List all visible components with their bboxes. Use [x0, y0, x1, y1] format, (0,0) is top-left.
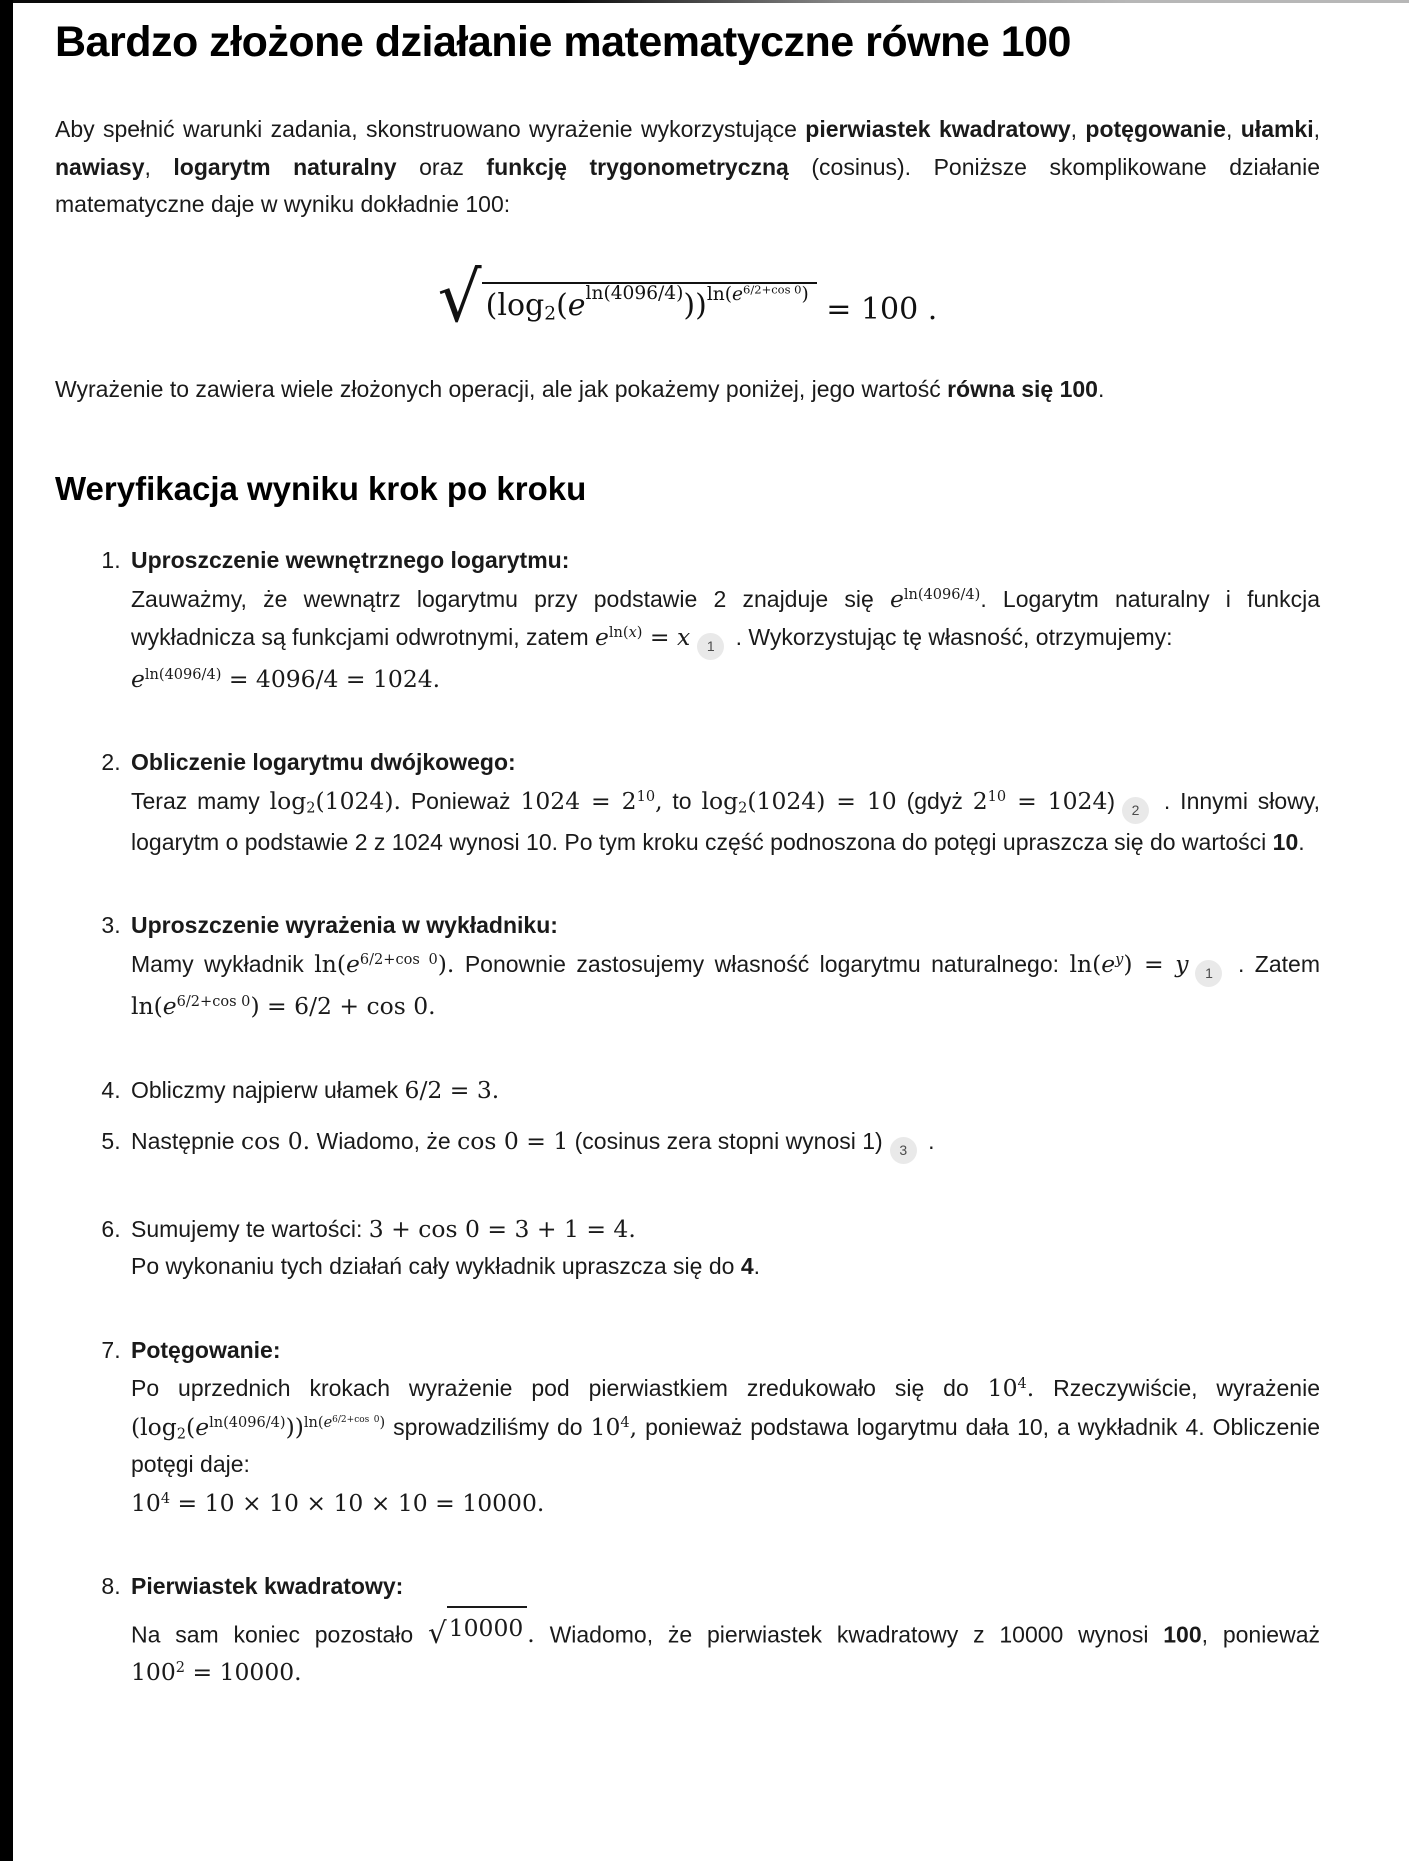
step-paragraph	[131, 1484, 1320, 1522]
bold-text: 4	[740, 1253, 754, 1280]
bold-text: ułamki	[1240, 116, 1314, 143]
inline-math: cos 0.	[240, 1126, 311, 1155]
radical-sign: √	[437, 257, 482, 338]
step-paragraph	[131, 945, 1320, 1025]
text-run: . Zatem	[1227, 950, 1320, 977]
step-title: Uproszczenie wyrażenia w wykładniku:	[131, 912, 558, 939]
inline-math: cos 0 = 1	[457, 1126, 569, 1155]
step-paragraph	[131, 1122, 1320, 1164]
citation-badge[interactable]: 1	[697, 633, 724, 660]
step-title: Potęgowanie:	[131, 1336, 281, 1363]
step-title: Pierwiastek kwadratowy:	[131, 1573, 404, 1600]
inline-math: $e^{ln(4096/4)} = 4096/4 = 1024$.	[131, 665, 441, 693]
bold-text: równa się 100	[947, 375, 1098, 402]
text-run: (cosinus zera stopni wynosi 1)	[568, 1127, 883, 1154]
text-run: to	[662, 787, 702, 814]
step-paragraph	[131, 782, 1320, 861]
inline-math: $1024 = 2^{10}$,	[520, 786, 663, 815]
step-paragraph	[131, 1210, 1320, 1248]
left-edge-bar	[0, 0, 13, 1861]
text-run: ,	[144, 153, 174, 180]
text-run: , ponieważ	[1201, 1620, 1320, 1647]
text-run: Sumujemy te wartości:	[131, 1215, 369, 1242]
text-run: Ponownie zastosujemy własność logarytmu naturalnego:	[454, 950, 1070, 977]
inline-math: $100^2 = 10000$.	[131, 1658, 302, 1687]
step-heading-line	[131, 907, 1320, 944]
step-item	[127, 1071, 1320, 1109]
step-paragraph	[131, 1369, 1320, 1483]
steps-list	[55, 542, 1320, 1692]
inline-math: 3 + cos 0 = 3 + 1 = 4.	[368, 1214, 636, 1243]
step-paragraph	[131, 580, 1320, 660]
text-run: Wyrażenie to zawiera wiele złożonych operacji, ale jak pokażemy poniżej, jego wartość	[55, 375, 948, 402]
inline-math: $\ln(e^{6/2+cos 0})$.	[314, 949, 455, 978]
inline-math: √ 10000 .	[428, 1620, 535, 1648]
text-run: ,	[1225, 116, 1241, 143]
text-run: (gdyż	[896, 787, 973, 814]
page-title: Bardzo złożone działanie matematyczne równe 100	[55, 18, 1071, 66]
inline-math: $(\log_2(e^{ln(4096/4)}))^{ln(e^{6/2+cos 0})}$	[131, 1412, 386, 1443]
text-run: .	[921, 1127, 935, 1154]
text-run: Zauważmy, że wewnątrz logarytmu przy podstawie 2 znajduje się	[131, 585, 890, 612]
step-paragraph	[131, 1606, 1320, 1692]
step-item	[127, 542, 1320, 698]
text-run: Ponieważ	[400, 787, 521, 814]
inline-math: $e^{ln(x)} = x$	[595, 623, 691, 652]
step-title: Uproszczenie wewnętrznego logarytmu:	[131, 547, 570, 574]
after-formula-paragraph	[55, 371, 1320, 408]
inline-math: $10^4 = 10 \times 10 \times 10 \times 10 = 10000$.	[131, 1488, 545, 1517]
text-run: .	[753, 1253, 760, 1280]
bold-text: 10	[1272, 828, 1299, 855]
intro-paragraph	[55, 111, 1320, 223]
text-run: Mamy wykładnik	[131, 950, 315, 977]
radical-sign: √	[428, 1615, 447, 1650]
step-title: Obliczenie logarytmu dwójkowego:	[131, 749, 516, 776]
inline-math: $\ln(e^y) = y$	[1069, 949, 1189, 978]
text-run: .	[1097, 375, 1105, 402]
text-run: Wiadomo, że pierwiastek kwadratowy z 10000 wynosi	[534, 1620, 1164, 1647]
text-run: Następnie	[131, 1127, 241, 1154]
text-run: oraz	[396, 153, 487, 180]
bold-text: nawiasy	[55, 153, 145, 180]
step-paragraph	[131, 660, 1320, 698]
inline-math: $2^{10} = 1024$	[972, 786, 1108, 815]
inline-math: $10^4$,	[590, 1412, 638, 1441]
step-paragraph	[131, 1248, 1320, 1285]
text-run: (cosinus). Poniższe skomplikowane działanie matematyczne daje w wyniku dokładnie 100:	[55, 153, 1320, 218]
text-run: Wiadomo, że	[310, 1127, 458, 1154]
text-run: ponieważ podstawa logarytmu dała 10, a wykładnik 4. Obliczenie potęgi daje:	[131, 1413, 1320, 1478]
text-run: ,	[1070, 116, 1086, 143]
step-heading-line	[131, 1332, 1320, 1369]
citation-badge[interactable]: 3	[890, 1137, 917, 1164]
step-item	[127, 907, 1320, 1025]
step-item	[127, 1122, 1320, 1164]
text-run: .	[1298, 828, 1305, 855]
text-run: . Logarytm naturalny i funkcja wykładnicza są funkcjami odwrotnymi, zatem	[131, 585, 1320, 651]
step-paragraph	[131, 1071, 1320, 1109]
inline-math: $\log_2(1024) = 10$	[701, 786, 897, 817]
citation-badge[interactable]: 2	[1122, 797, 1149, 824]
text-run: )	[1107, 787, 1116, 814]
inline-math: $\log_2(1024)$.	[269, 786, 401, 817]
text-run: Po wykonaniu tych działań cały wykładnik upraszcza się do	[131, 1253, 741, 1280]
text-run: Aby spełnić warunki zadania, skonstruowano wyrażenie wykorzystujące	[55, 116, 806, 143]
step-item	[127, 1332, 1320, 1522]
text-run: Po uprzednich krokach wyrażenie pod pierwiastkiem zredukowało się do	[131, 1375, 988, 1402]
top-edge-line	[0, 0, 1409, 3]
step-heading-line	[131, 744, 1320, 781]
text-run: . Innymi słowy, logarytm o podstawie 2 z 1024 wynosi 10. Po tym kroku część podnoszona do potęgi upraszcza się do wartości	[131, 787, 1320, 855]
bold-text: funkcję trygonometryczną	[486, 153, 789, 180]
bold-text: potęgowanie	[1085, 116, 1226, 143]
step-item	[127, 744, 1320, 861]
bold-text: 100	[1163, 1620, 1202, 1647]
text-run: . Wykorzystując tę własność, otrzymujemy:	[729, 624, 1173, 651]
text-run: Na sam koniec pozostało	[131, 1620, 428, 1647]
step-item	[127, 1210, 1320, 1286]
step-heading-line	[131, 1568, 1320, 1605]
section-heading: Weryfikacja wyniku krok po kroku	[55, 470, 587, 508]
inline-math: $e^{ln(4096/4)}$	[889, 584, 981, 613]
step-item	[127, 1568, 1320, 1692]
text-run: ,	[1313, 116, 1321, 143]
citation-badge[interactable]: 1	[1195, 960, 1222, 987]
step-heading-line	[131, 542, 1320, 579]
bold-text: pierwiastek kwadratowy	[805, 116, 1071, 143]
inline-math: $10^4$.	[987, 1374, 1035, 1403]
text-run: Teraz mamy	[131, 787, 270, 814]
inline-math: 6/2 = 3.	[404, 1076, 500, 1105]
text-run: sprowadziliśmy do	[385, 1413, 591, 1440]
text-run: Obliczmy najpierw ułamek	[131, 1077, 405, 1104]
text-run: Rzeczywiście, wyrażenie	[1034, 1375, 1320, 1402]
bold-text: logarytm naturalny	[173, 153, 397, 180]
inline-math: $\ln(e^{6/2+cos 0}) = 6/2 + \cos 0$.	[131, 991, 436, 1020]
main-formula: √ $(\log_2(e^{ln(4096/4)}))^{ln(e^{6/2+cos 0})}$ = 100 .	[437, 257, 938, 338]
